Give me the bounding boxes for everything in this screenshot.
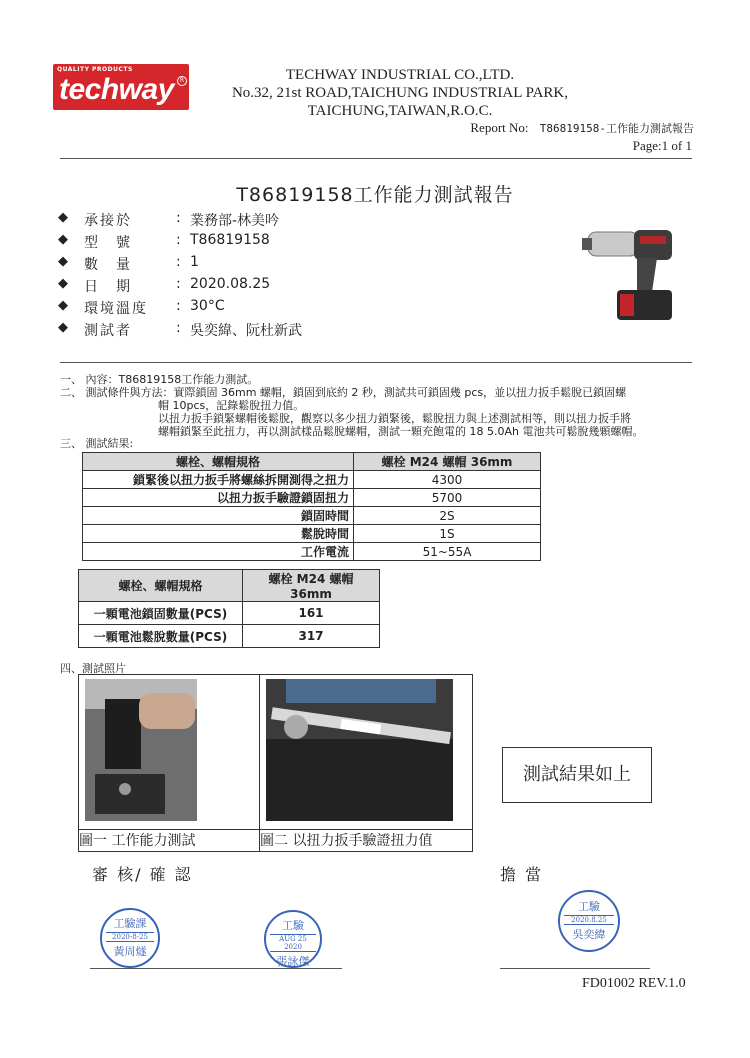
battery-table-header [79, 570, 380, 602]
info-value: 1 [190, 254, 199, 270]
result-box: 測試結果如上 [502, 747, 652, 803]
info-colon: : [176, 254, 181, 270]
row-value: 2S [354, 507, 541, 525]
diamond-bullet-icon: ◆ [58, 276, 68, 291]
results-table-header [83, 453, 541, 471]
page-title: T86819158工作能力測試報告 [236, 184, 514, 206]
info-colon: : [176, 320, 181, 336]
stamp-date: AUG 25 2020 [270, 934, 316, 952]
info-divider [60, 362, 692, 363]
diamond-bullet-icon: ◆ [58, 232, 68, 247]
section-method-line4: 螺帽鎖緊至此扭力，再以測試樣品鬆脫螺帽，測試一顆充飽電的 18 5.0Ah 電池共可鬆脫幾顆螺帽。 [158, 425, 644, 438]
review-label: 審 核/ 確 認 [92, 865, 193, 884]
caption-1: 圖一 工作能力測試 [79, 829, 259, 852]
company-name: TECHWAY INDUSTRIAL CO.,LTD. [285, 67, 515, 83]
stamp-name: 黃周燧 [113, 945, 147, 958]
form-code: FD01002 REV.1.0 [582, 976, 686, 991]
photos-heading: 四、測試照片 [60, 662, 126, 675]
diamond-bullet-icon: ◆ [58, 320, 68, 335]
company-address-1: No.32, 21st ROAD,TAICHUNG INDUSTRIAL PARK, [231, 85, 569, 101]
row-label: 一顆電池鬆脫數量(PCS) [79, 625, 243, 648]
review-signature-line [90, 968, 342, 969]
row-label: 鎖緊後以扭力扳手將螺絲拆開測得之扭力 [83, 471, 354, 489]
row-value: 5700 [354, 489, 541, 507]
info-label: 承接於 [84, 213, 132, 229]
info-label: 測試者 [84, 323, 132, 339]
charge-signature-line [500, 968, 650, 969]
row-label: 一顆電池鎖固數量(PCS) [79, 602, 243, 625]
info-colon: : [176, 232, 181, 248]
table-row [79, 625, 380, 648]
info-value: 業務部-林美吟 [190, 213, 280, 229]
info-value: 2020.08.25 [190, 276, 271, 292]
report-number-value: T86819158-工作能力測試報告 [539, 122, 694, 135]
stamp-name: 吳奕緯 [572, 928, 606, 941]
stamp-dept: 工驗 [578, 900, 600, 913]
impact-wrench-image [582, 222, 682, 328]
info-value: 30°C [190, 298, 225, 314]
stamp-dept: 工驗課 [113, 917, 147, 930]
stamp-date: 2020-8-25 [106, 932, 154, 942]
section-method-line3: 以扭力扳手鎖緊螺帽後鬆脫，觀察以多少扭力鎖緊後，鬆脫扭力與上述測試相等，則以扭力扳手將 [158, 412, 631, 425]
table-row [83, 489, 541, 507]
results-table [82, 452, 541, 561]
info-colon: : [176, 298, 181, 314]
row-label: 以扭力扳手驗證鎖固扭力 [83, 489, 354, 507]
info-value: T86819158 [190, 232, 270, 248]
battery-header-spec: 螺栓、螺帽規格 [79, 570, 243, 602]
row-label: 鬆脫時間 [83, 525, 354, 543]
row-label: 鎖固時間 [83, 507, 354, 525]
table-row [83, 543, 541, 561]
photo-cell-2 [259, 675, 472, 829]
info-colon: : [176, 210, 181, 226]
photo-work-test [85, 679, 197, 821]
battery-table [78, 569, 380, 648]
row-value: 51~55A [354, 543, 541, 561]
battery-header-value: 螺栓 M24 螺帽 36mm [243, 570, 380, 602]
info-label: 環境溫度 [84, 301, 148, 317]
diamond-bullet-icon: ◆ [58, 254, 68, 269]
report-number [470, 120, 694, 136]
company-address-2: TAICHUNG,TAIWAN,R.O.C. [307, 103, 493, 119]
row-value: 161 [243, 602, 380, 625]
photo-cell-1 [79, 675, 260, 829]
row-value: 317 [243, 625, 380, 648]
caption-2: 圖二 以扭力扳手驗證扭力值 [259, 829, 473, 852]
diamond-bullet-icon: ◆ [58, 210, 68, 225]
info-value: 吳奕緯、阮杜新武 [190, 323, 302, 339]
stamp-date: 2020.8.25 [564, 915, 614, 925]
stamp-name: 張詠傑 [276, 955, 310, 968]
table-row [83, 471, 541, 489]
page-indicator: Page:1 of 1 [632, 138, 692, 153]
techway-logo [53, 64, 189, 110]
results-header-spec: 螺栓、螺帽規格 [83, 453, 354, 471]
charge-label: 擔 當 [500, 865, 544, 884]
diamond-bullet-icon: ◆ [58, 298, 68, 313]
report-number-label: Report No: [470, 120, 529, 135]
header-divider [60, 158, 692, 159]
section-content: 一、 內容：T86819158工作能力測試。 [60, 373, 259, 386]
stamp-reviewer [100, 908, 160, 968]
registered-icon: R [177, 76, 187, 86]
info-label: 日 期 [84, 279, 132, 295]
section-method-line2: 帽 10pcs，記錄鬆脫扭力值。 [158, 399, 305, 412]
table-row [83, 525, 541, 543]
logo-wordmark: techway [59, 73, 174, 106]
photo-frame [78, 674, 473, 852]
info-colon: : [176, 276, 181, 292]
section-method-line1: 二、 測試條件與方法：實際鎖固 36mm 螺帽，鎖固到底約 2 秒，測試共可鎖固幾 pcs，並以扭力扳手鬆脫已鎖固螺 [60, 386, 627, 399]
logo-tagline: QUALITY PRODUCTS [57, 66, 133, 73]
stamp-dept: 工驗 [282, 919, 304, 932]
row-label: 工作電流 [83, 543, 354, 561]
stamp-charge [558, 890, 620, 952]
table-row [83, 507, 541, 525]
section-results-heading: 三、 測試結果: [60, 437, 134, 450]
photo-torque-wrench [266, 679, 453, 821]
table-row [79, 602, 380, 625]
stamp-confirmer [264, 910, 322, 968]
results-header-value: 螺栓 M24 螺帽 36mm [354, 453, 541, 471]
row-value: 4300 [354, 471, 541, 489]
row-value: 1S [354, 525, 541, 543]
info-label: 數 量 [84, 257, 132, 273]
info-label: 型 號 [84, 235, 132, 251]
